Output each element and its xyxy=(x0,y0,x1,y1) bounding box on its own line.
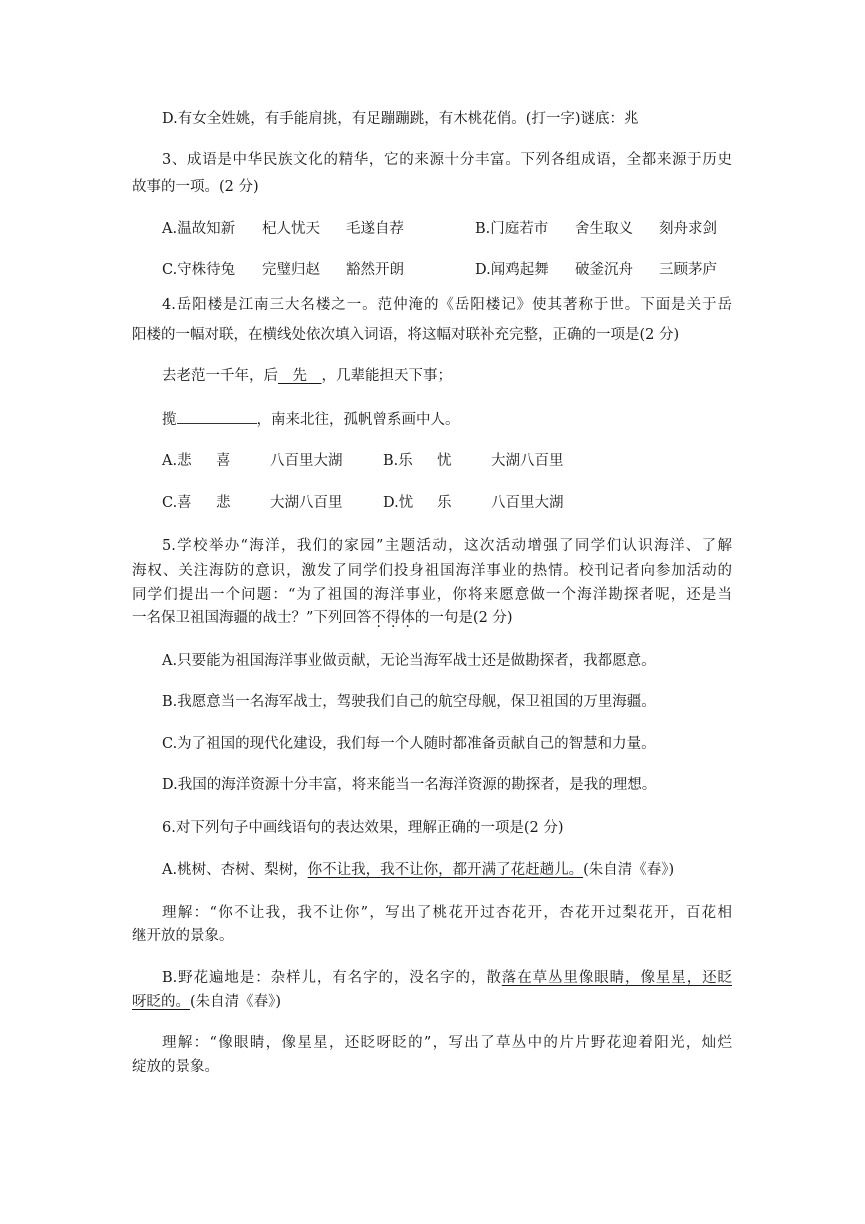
q4-option-b-phrase: 大湖八百里 xyxy=(491,453,564,469)
q3-option-d-idiom-2: 破釜沉舟 xyxy=(575,262,633,278)
q4-option-a-label: A.悲 xyxy=(162,453,192,469)
q3-option-a-idiom-3: 毛遂自荐 xyxy=(346,221,404,237)
q3-option-a-label: A.温故知新 xyxy=(162,221,236,237)
q3-option-c-idiom-2: 完璧归赵 xyxy=(262,262,320,278)
q4-option-a-phrase: 八百里大湖 xyxy=(270,453,343,469)
q4-couplet-line-2 xyxy=(162,409,460,430)
q4-option-c-phrase: 大湖八百里 xyxy=(270,495,343,511)
q4-option-a-word-2: 喜 xyxy=(216,453,231,469)
q5-stem-line-2: 海权、关注海防的意识，激发了同学们投身祖国海洋事业的热情。校刊记者向参加活动的 xyxy=(132,563,732,579)
q4-option-c-label: C.喜 xyxy=(162,495,192,511)
q3-option-b-idiom-2: 舍生取义 xyxy=(575,221,633,237)
q5-option-c: C.为了祖国的现代化建设，我们每一个人随时都准备贡献自己的智慧和力量。 xyxy=(162,736,656,752)
q6-option-a-explanation-line-1: 理解：“你不让我，我不让你”，写出了桃花开过杏花开，杏花开过梨花开，百花相 xyxy=(162,905,732,921)
q3-option-c-label: C.守株待兔 xyxy=(162,262,236,278)
q6-option-b-source: (朱自清《春》) xyxy=(190,994,282,1010)
q6-option-b-pre: B.野花遍地是：杂样儿，有名字的，没名字的，散 xyxy=(162,970,502,986)
q4-option-c-word-2: 悲 xyxy=(216,495,231,511)
q5-emphasis-char-1: 不 xyxy=(371,610,386,626)
q5-option-a: A.只要能为祖国海洋事业做贡献，无论当海军战士还是做勘探者，我都愿意。 xyxy=(162,653,656,669)
q3-option-a-idiom-2: 杞人忧天 xyxy=(262,221,320,237)
q6-option-a xyxy=(162,860,674,880)
q6-option-b-explanation-line-2: 绽放的景象。 xyxy=(132,1059,219,1075)
q6-stem: 6.对下列句子中画线语句的表达效果，理解正确的一项是(2 分) xyxy=(162,820,564,836)
q4-couplet-2-part-a: 揽 xyxy=(162,412,177,428)
q6-option-a-source: (朱自清《春》) xyxy=(583,862,675,878)
q6-option-b-line-1 xyxy=(162,968,732,988)
q4-couplet-2-part-b: ，南来北往，孤帆曾系画中人。 xyxy=(256,412,460,428)
q3-option-b-idiom-3: 刻舟求剑 xyxy=(659,221,717,237)
q4-couplet-2-blank xyxy=(177,409,257,424)
q4-couplet-1-blank-answer: 先 xyxy=(292,368,307,384)
q4-option-b-word-2: 忧 xyxy=(437,453,452,469)
q6-option-a-underlined: 你不让我，我不让你，都开满了花赶趟儿。 xyxy=(307,862,584,878)
q6-option-a-explanation-line-2: 继开放的景象。 xyxy=(132,928,234,944)
q6-option-b-underlined: 落在草丛里像眼睛，像星星，还眨 xyxy=(501,970,733,986)
q5-stem-line-4 xyxy=(132,608,513,628)
q3-option-b-label: B.门庭若市 xyxy=(475,221,549,237)
q6-option-a-pre: A.桃树、杏树、梨树， xyxy=(162,862,308,878)
q2-option-d: D.有女全姓姚，有手能肩挑，有足蹦蹦跳，有木桃花俏。(打一字)谜底：兆 xyxy=(162,111,639,127)
q4-option-b-label: B.乐 xyxy=(383,453,413,469)
q4-stem-line-1: 4.岳阳楼是江南三大名楼之一。范仲淹的《岳阳楼记》使其著称于世。下面是关于岳 xyxy=(162,297,732,313)
q3-option-d-idiom-3: 三顾茅庐 xyxy=(659,262,717,278)
q6-option-b-line-2 xyxy=(132,992,281,1012)
q5-emphasis-char-3: 体 xyxy=(400,610,415,626)
q3-option-c-idiom-3: 豁然开朗 xyxy=(346,262,404,278)
q4-couplet-1-part-a: 去老范一千年，后 xyxy=(162,368,278,384)
q5-option-d: D.我国的海洋资源十分丰富，将来能当一名海洋资源的勘探者，是我的理想。 xyxy=(162,777,657,793)
q5-stem-4-part-a: 一名保卫祖国海疆的战士？”下列回答 xyxy=(132,610,372,626)
q4-option-d-phrase: 八百里大湖 xyxy=(491,495,564,511)
q6-option-b-explanation-line-1: 理解：“像眼睛，像星星，还眨呀眨的”，写出了草丛中的片片野花迎着阳光，灿烂 xyxy=(162,1035,732,1051)
q5-emphasis-char-2: 得 xyxy=(385,610,401,626)
q4-couplet-line-1 xyxy=(162,366,452,386)
q3-option-d-label: D.闻鸡起舞 xyxy=(475,262,549,278)
q6-option-b-underlined-cont: 呀眨的。 xyxy=(132,994,190,1010)
q5-stem-4-part-c: 的一句是(2 分) xyxy=(414,610,513,626)
q4-option-d-label: D.忧 xyxy=(383,495,414,511)
q4-couplet-1-part-c: ，几辈能担天下事； xyxy=(321,368,452,384)
q4-option-d-word-2: 乐 xyxy=(437,495,452,511)
q4-stem-line-2: 阳楼的一幅对联，在横线处依次填入词语，将这幅对联补充完整，正确的一项是(2 分) xyxy=(132,327,680,343)
q3-stem-line-1: 3、成语是中华民族文化的精华，它的来源十分丰富。下列各组成语，全都来源于历史 xyxy=(162,152,732,168)
q5-stem-line-1: 5.学校举办“海洋，我们的家园”主题活动，这次活动增强了同学们认识海洋、了解 xyxy=(162,538,732,554)
q5-option-b: B.我愿意当一名海军战士，驾驶我们自己的航空母舰，保卫祖国的万里海疆。 xyxy=(162,694,656,710)
q3-stem-line-2: 故事的一项。(2 分) xyxy=(132,179,259,195)
q5-stem-line-3: 同学们提出一个问题：“为了祖国的海洋事业，你将来愿意做一个海洋勘探者呢，还是当 xyxy=(132,587,732,603)
